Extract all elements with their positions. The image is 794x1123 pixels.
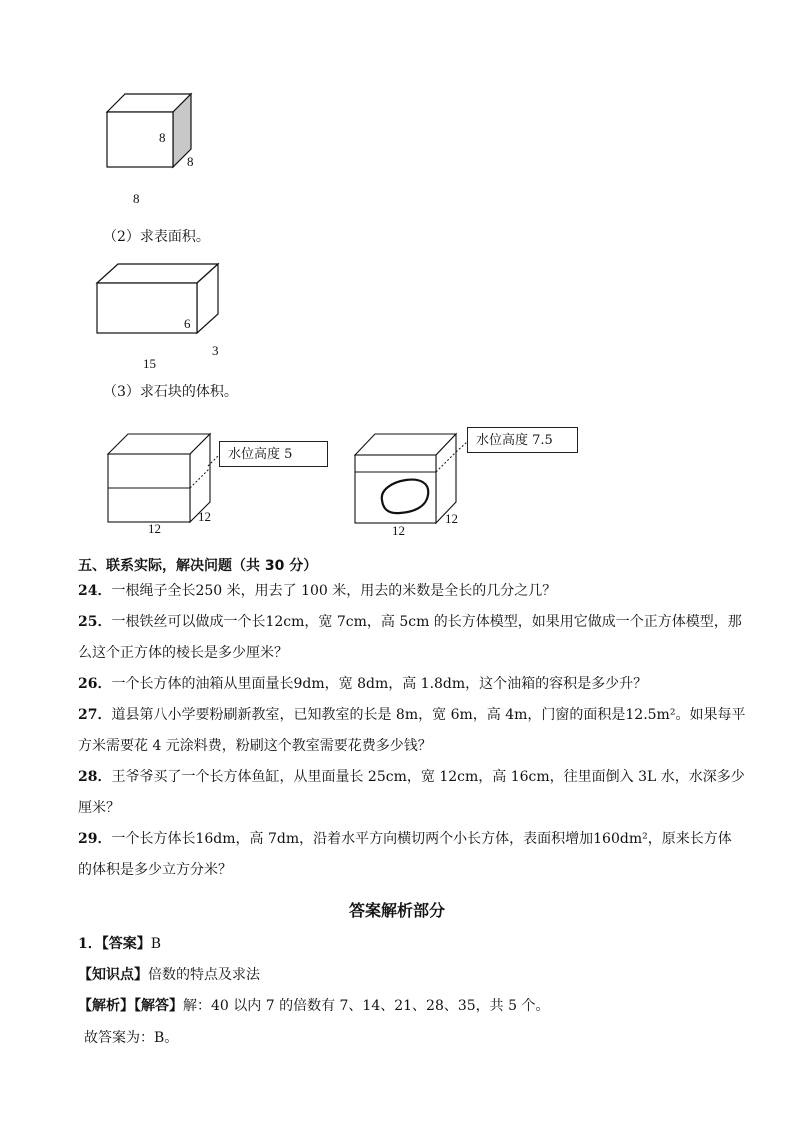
answer-tag: 【答案】 [101,936,151,952]
question-text: 一根铁丝可以做成一个长12cm，宽 7cm，高 5cm 的长方体模型，如果用它做成一个正方体模型，那 [111,614,742,630]
question-text: 一个长方体的油箱从里面量长9dm，宽 8dm，高 1.8dm，这个油箱的容积是多少升？ [111,676,648,692]
cuboid-length-label: 15 [143,356,156,371]
question-25-line2: 么这个正方体的棱长是多少厘米？ [78,645,288,661]
tank2-callout: 水位高度 7.5 [467,427,578,453]
cube-side-label: 8 [187,154,194,169]
section5-heading: 五、联系实际，解决问题（共 30 分） [78,558,318,574]
question-number: 28． [78,769,112,785]
question-25 [78,612,742,632]
question-28-line2: 厘米？ [78,800,120,816]
answer-value: B [150,936,162,952]
question-number: 29． [78,831,112,847]
question-text: 道县第八小学要粉刷新教室，已知教室的长是 8m，宽 6m，高 4m，门窗的面积是12.5m²。如果每平 [111,707,746,723]
cuboid-height-label: 6 [184,316,191,331]
knowledge-text: 倍数的特点及求法 [148,967,260,983]
tank1-side-label: 12 [198,509,211,524]
question-24 [78,581,556,601]
knowledge-line [78,965,260,985]
tank2-side-label: 12 [445,511,458,526]
question-text: 王爷爷买了一个长方体鱼缸，从里面量长 25cm，宽 12cm，高 16cm，往里面倒入 3L 水，水深多少 [111,769,745,785]
q2-caption: （2）求表面积。 [103,229,210,245]
cuboid-depth-label: 3 [212,343,219,358]
knowledge-tag: 【知识点】 [78,967,148,983]
question-26 [78,674,647,694]
tank1-callout: 水位高度 5 [219,441,328,467]
question-29 [78,829,732,849]
question-28 [78,767,745,787]
cube-bottom-label: 8 [133,191,140,206]
answers-title: 答案解析部分 [348,901,445,920]
question-27 [78,705,745,725]
tank2-drawing [0,0,480,120]
conclusion-line: 故答案为：B。 [84,1030,179,1046]
question-number: 26． [78,676,112,692]
tank1-bottom-label: 12 [148,521,161,536]
answer-number: 1． [78,936,102,952]
analysis-text: 解：40 以内 7 的倍数有 7、14、21、28、35，共 5 个。 [183,998,550,1014]
answer-1-line [78,934,161,954]
question-number: 27． [78,707,112,723]
cube-front-label: 8 [159,130,166,145]
analysis-line [78,996,550,1016]
question-text: 一根绳子全长250 米，用去了 100 米，用去的米数是全长的几分之几？ [111,583,557,599]
question-number: 24． [78,583,112,599]
question-text: 一个长方体长16dm，高 7dm，沿着水平方向横切两个小长方体，表面积增加160dm²，原来长方体 [111,831,732,847]
analysis-tag: 【解析】【解答】 [78,998,183,1014]
question-number: 25． [78,614,112,630]
question-27-line2: 方米需要花 4 元涂料费，粉刷这个教室需要花费多少钱？ [78,738,432,754]
q3-caption: （3）求石块的体积。 [103,384,238,400]
question-29-line2: 的体积是多少立方分米？ [78,862,232,878]
tank2-bottom-label: 12 [392,523,405,538]
